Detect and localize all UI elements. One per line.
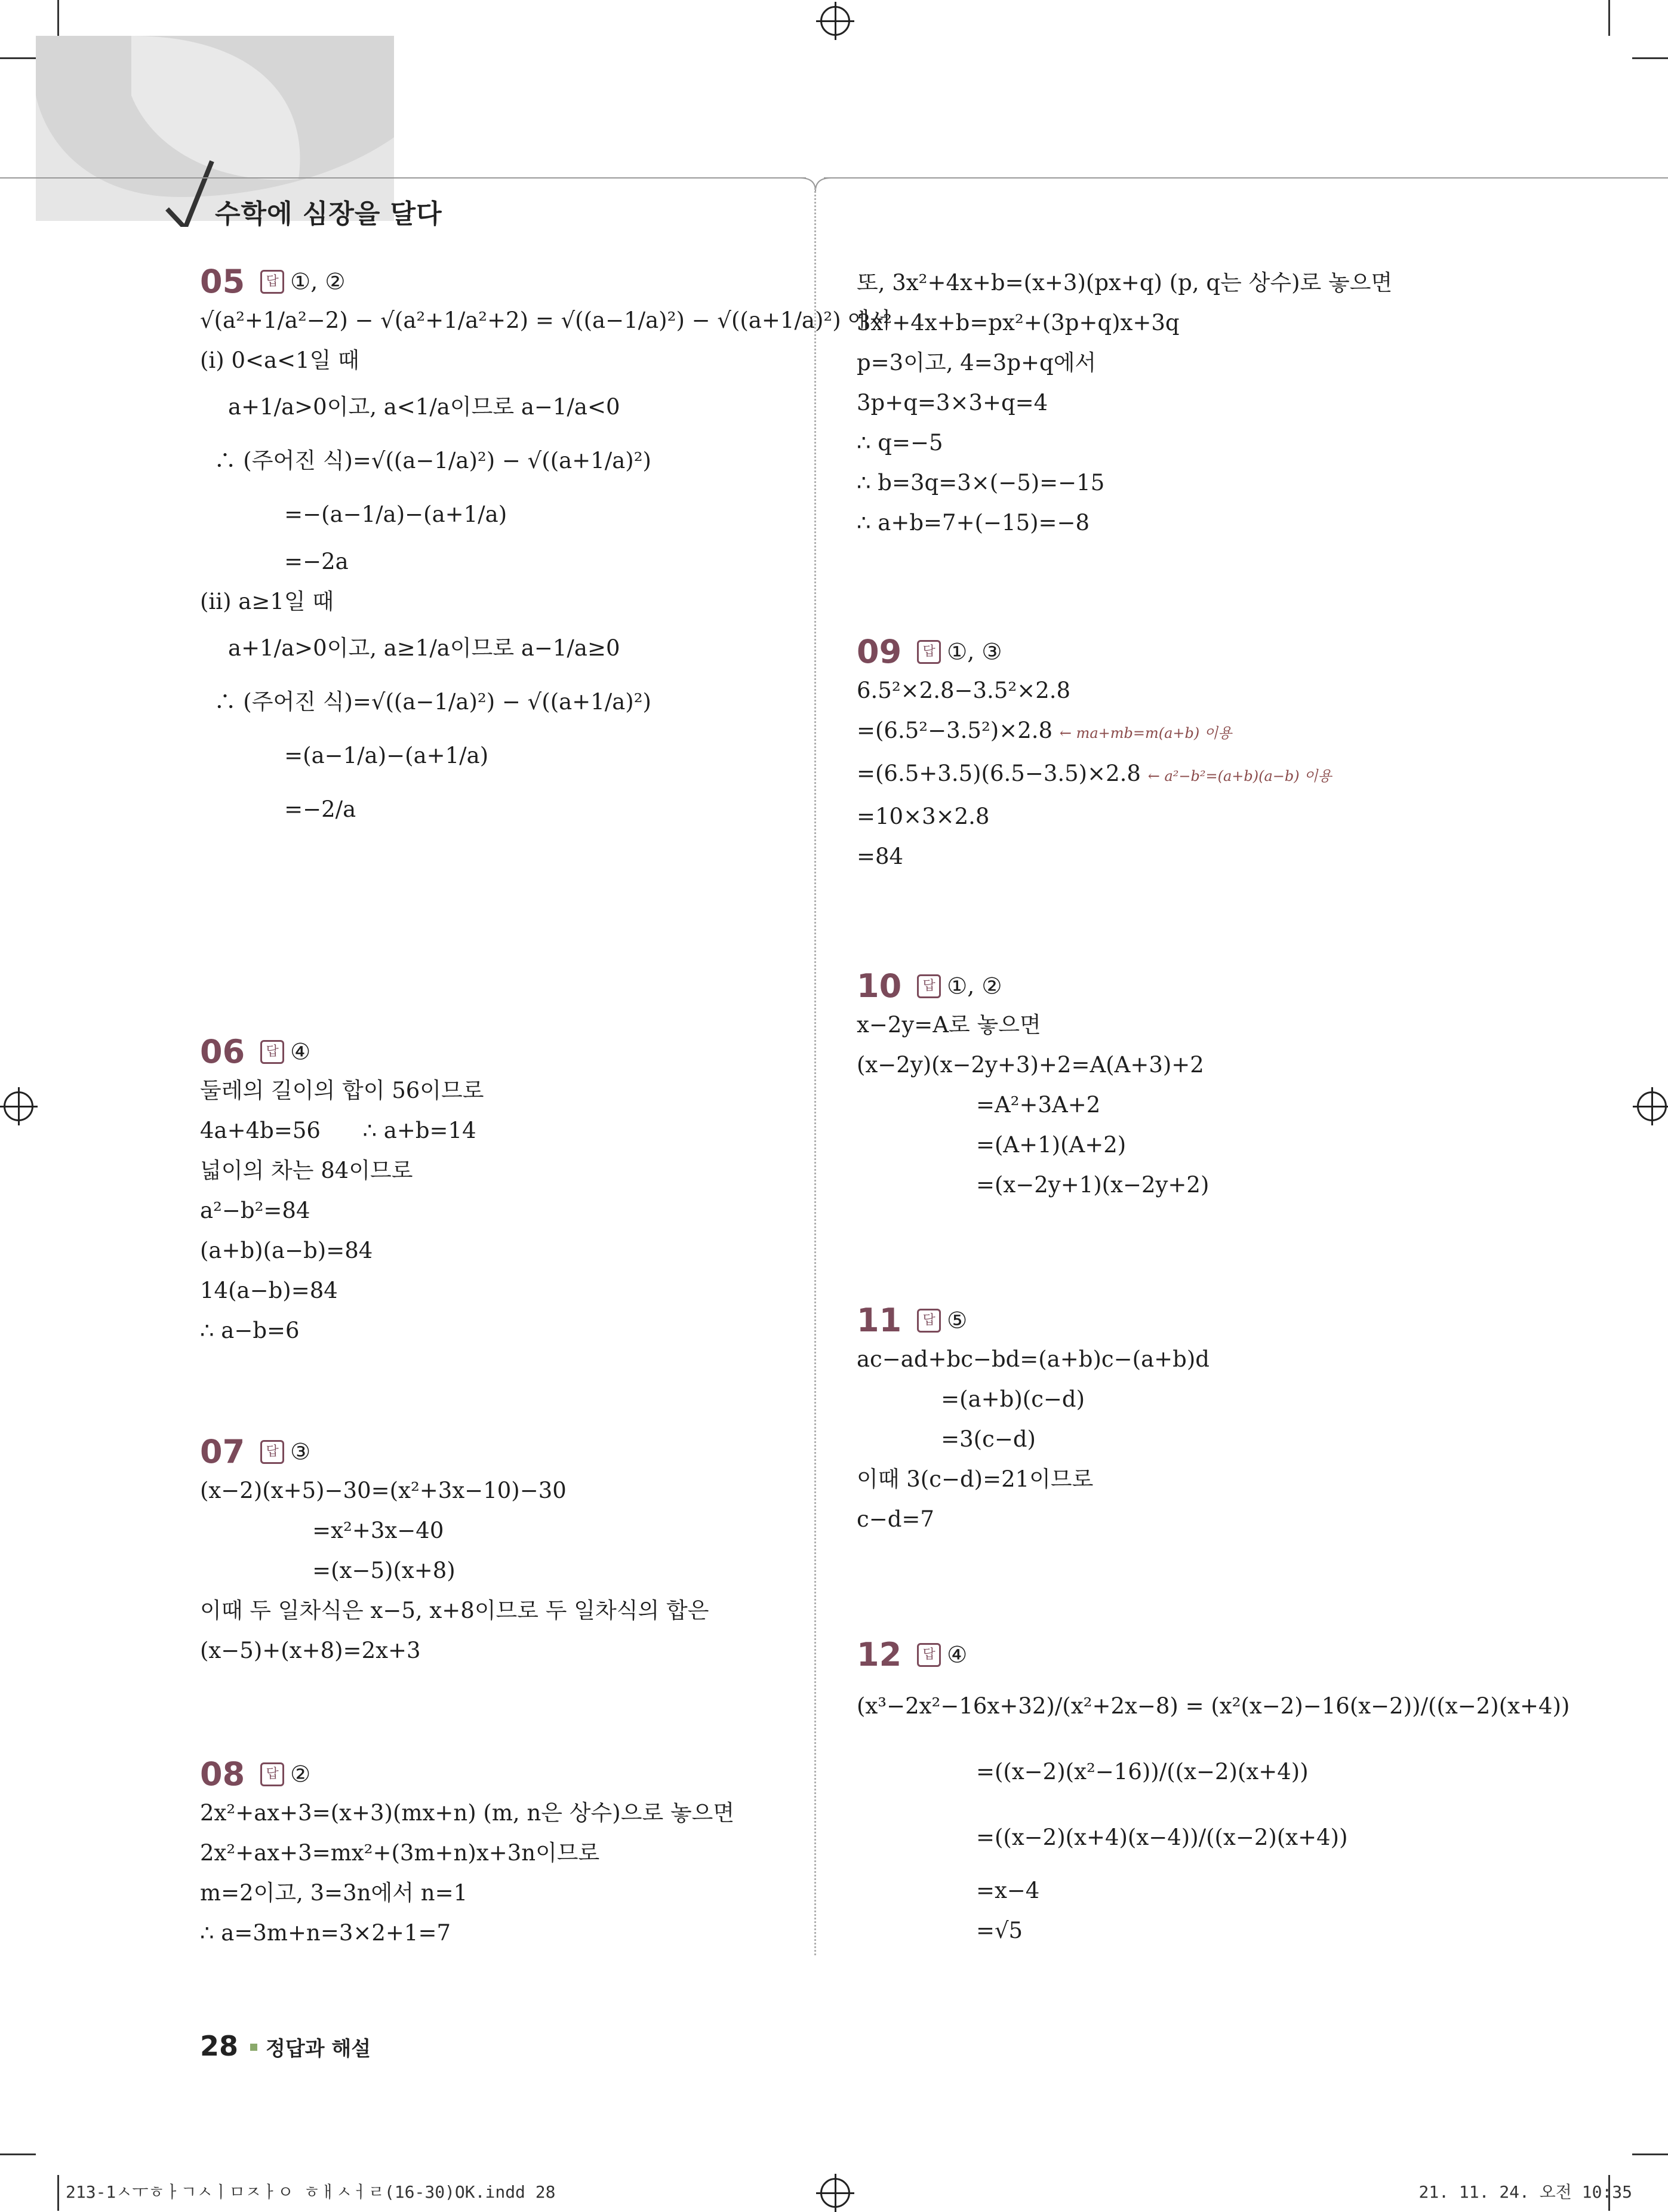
solution-line [857, 710, 1332, 753]
answer-value: ①, ② [290, 268, 346, 295]
solution-line: a²−b²=84 [200, 1198, 310, 1223]
solution-line: 이때 3(c−d)=21이므로 [857, 1466, 1094, 1492]
problem-09 [857, 633, 1332, 876]
crop-mark [1632, 2153, 1668, 2155]
solution-line: ac−ad+bc−bd=(a+b)c−(a+b)d [857, 1346, 1210, 1372]
registration-mark-icon [4, 1091, 33, 1121]
problem-07 [200, 1433, 709, 1670]
solution-line: 둘레의 길이의 합이 56이므로 [200, 1078, 484, 1103]
solution-line: =−2/a [200, 796, 356, 822]
problem-number: 06 [200, 1033, 245, 1070]
annotation-note: ← ma+mb=m(a+b) 이용 [1059, 725, 1232, 742]
solution-line: ∴ (주어진 식)=√((a−1/a)²) − √((a+1/a)²) [200, 448, 651, 473]
problem-header [200, 1755, 734, 1793]
solution-line: =(A+1)(A+2) [857, 1132, 1127, 1158]
solution-line: 6.5²×2.8−3.5²×2.8 [857, 678, 1071, 703]
solution-line: 2x²+ax+3=mx²+(3m+n)x+3n이므로 [200, 1840, 600, 1866]
crop-mark [57, 2175, 59, 2211]
solution-text: =(6.5²−3.5²)×2.8 [857, 718, 1053, 743]
solution-line: =x−4 [857, 1878, 1040, 1903]
solution-line: =((x−2)(x²−16))/((x−2)(x+4)) [857, 1759, 1309, 1785]
answer-value: ⑤ [947, 1307, 968, 1334]
registration-mark-icon [820, 2178, 850, 2208]
solution-line: (x−5)+(x+8)=2x+3 [200, 1638, 421, 1663]
solution-line: 3x²+4x+b=px²+(3p+q)x+3q [857, 310, 1180, 336]
annotation-note: ← a²−b²=(a+b)(a−b) 이용 [1147, 768, 1332, 784]
solution-line: =√5 [857, 1918, 1023, 1943]
answer-badge-icon: 답 [917, 1309, 941, 1333]
solution-line: =84 [857, 844, 904, 869]
answer-badge-icon: 답 [260, 1440, 284, 1464]
solution-line: (ii) a≥1일 때 [200, 589, 334, 614]
bullet-square-icon [250, 2044, 257, 2051]
problem-number: 07 [200, 1433, 245, 1470]
answer-badge-icon: 답 [917, 1643, 941, 1667]
solution-line: (a+b)(a−b)=84 [200, 1238, 373, 1263]
solution-line: 이때 두 일차식은 x−5, x+8이므로 두 일차식의 합은 [200, 1598, 709, 1623]
print-slug-file: 213-1ㅅㅜㅎㅏㄱㅅㅣㅁㅈㅏㅇ ㅎㅐㅅㅓㄹ(16-30)OK.indd 28 [66, 2182, 556, 2202]
page-number: 28 [200, 2030, 239, 2062]
solution-line: ∴ b=3q=3×(−5)=−15 [857, 470, 1105, 496]
crop-mark [0, 2153, 36, 2155]
solution-line: ∴ (주어진 식)=√((a−1/a)²) − √((a+1/a)²) [200, 689, 651, 715]
brand-title: 수학에 심장을 달다 [215, 199, 442, 229]
solution-line: =(a+b)(c−d) [857, 1386, 1085, 1412]
solution-line: =(x−5)(x+8) [200, 1558, 456, 1583]
problem-number: 09 [857, 633, 902, 670]
problem-10 [857, 967, 1209, 1205]
solution-line: =−2a [200, 549, 349, 574]
problem-header [857, 1636, 1569, 1673]
problem-number: 12 [857, 1636, 902, 1673]
problem-header [200, 263, 891, 300]
answer-value: ①, ③ [947, 638, 1002, 665]
problem-08 [200, 1755, 734, 1953]
solution-line: √(a²+1/a²−2) − √(a²+1/a²+2) = √((a−1/a)²) − √((a+1/a)²) 에서 [200, 307, 891, 333]
problem-08-continued [857, 263, 1392, 543]
answer-value: ①, ② [947, 973, 1002, 999]
solution-line: 2x²+ax+3=(x+3)(mx+n) (m, n은 상수)으로 놓으면 [200, 1800, 735, 1826]
solution-line: =A²+3A+2 [857, 1092, 1101, 1118]
solution-line: c−d=7 [857, 1506, 934, 1532]
problem-number: 10 [857, 967, 902, 1005]
solution-line: ∴ a−b=6 [200, 1318, 300, 1343]
solution-line [857, 753, 1332, 796]
page-footer [200, 2030, 371, 2062]
solution-line: 넓이의 차는 84이므로 [200, 1158, 413, 1183]
problem-06 [200, 1033, 484, 1350]
solution-line: 14(a−b)=84 [200, 1278, 338, 1303]
problem-number: 05 [200, 263, 245, 300]
problem-number: 08 [200, 1755, 245, 1793]
answer-value: ④ [290, 1038, 311, 1065]
problem-header [200, 1433, 709, 1470]
solution-line: a+1/a>0이고, a<1/a이므로 a−1/a<0 [200, 394, 620, 420]
answer-value: ④ [947, 1641, 968, 1668]
solution-line: m=2이고, 3=3n에서 n=1 [200, 1880, 468, 1906]
registration-mark-icon [1637, 1091, 1667, 1121]
solution-line: (x³−2x²−16x+32)/(x²+2x−8) = (x²(x−2)−16(x−2))/((x−2)(x+4)) [857, 1693, 1570, 1719]
solution-line: =((x−2)(x+4)(x−4))/((x−2)(x+4)) [857, 1825, 1348, 1850]
solution-line: =x²+3x−40 [200, 1518, 444, 1543]
solution-line: =10×3×2.8 [857, 804, 990, 829]
problem-header [857, 967, 1209, 1005]
problem-number: 11 [857, 1302, 902, 1339]
solution-line: a+1/a>0이고, a≥1/a이므로 a−1/a≥0 [200, 635, 620, 661]
solution-line: ∴ q=−5 [857, 430, 943, 456]
problem-header [200, 1033, 484, 1070]
solution-line: (i) 0<a<1일 때 [200, 347, 359, 373]
solution-line: x−2y=A로 놓으면 [857, 1012, 1041, 1038]
solution-line: 4a+4b=56 ∴ a+b=14 [200, 1118, 476, 1143]
answer-badge-icon: 답 [260, 1040, 284, 1064]
answer-badge-icon: 답 [260, 1762, 284, 1786]
problem-header [857, 633, 1332, 670]
problem-header [857, 1302, 1210, 1339]
answer-value: ② [290, 1761, 311, 1788]
solution-line: p=3이고, 4=3p+q에서 [857, 350, 1097, 376]
solution-line: =(x−2y+1)(x−2y+2) [857, 1172, 1210, 1198]
print-slug-date: 21. 11. 24. 오전 10:35 [1418, 2182, 1632, 2202]
problem-11 [857, 1302, 1210, 1539]
solution-line: =−(a−1/a)−(a+1/a) [200, 502, 507, 527]
answer-badge-icon: 답 [260, 270, 284, 294]
answer-badge-icon: 답 [917, 974, 941, 998]
solution-line: =(a−1/a)−(a+1/a) [200, 743, 489, 768]
solution-line: 3p+q=3×3+q=4 [857, 390, 1048, 416]
problem-12 [857, 1636, 1569, 1951]
solution-line: =3(c−d) [857, 1426, 1036, 1452]
solution-line: (x−2)(x+5)−30=(x²+3x−10)−30 [200, 1478, 567, 1503]
solution-text: =(6.5+3.5)(6.5−3.5)×2.8 [857, 761, 1141, 786]
solution-line: (x−2y)(x−2y+3)+2=A(A+3)+2 [857, 1052, 1204, 1078]
answer-value: ③ [290, 1438, 311, 1465]
answer-badge-icon: 답 [917, 640, 941, 664]
page-footer-title: 정답과 해설 [266, 2037, 371, 2061]
problem-05 [200, 263, 891, 836]
solution-line: ∴ a+b=7+(−15)=−8 [857, 510, 1090, 536]
solution-line: 또, 3x²+4x+b=(x+3)(px+q) (p, q는 상수)로 놓으면 [857, 270, 1393, 296]
solution-line: ∴ a=3m+n=3×2+1=7 [200, 1920, 451, 1946]
